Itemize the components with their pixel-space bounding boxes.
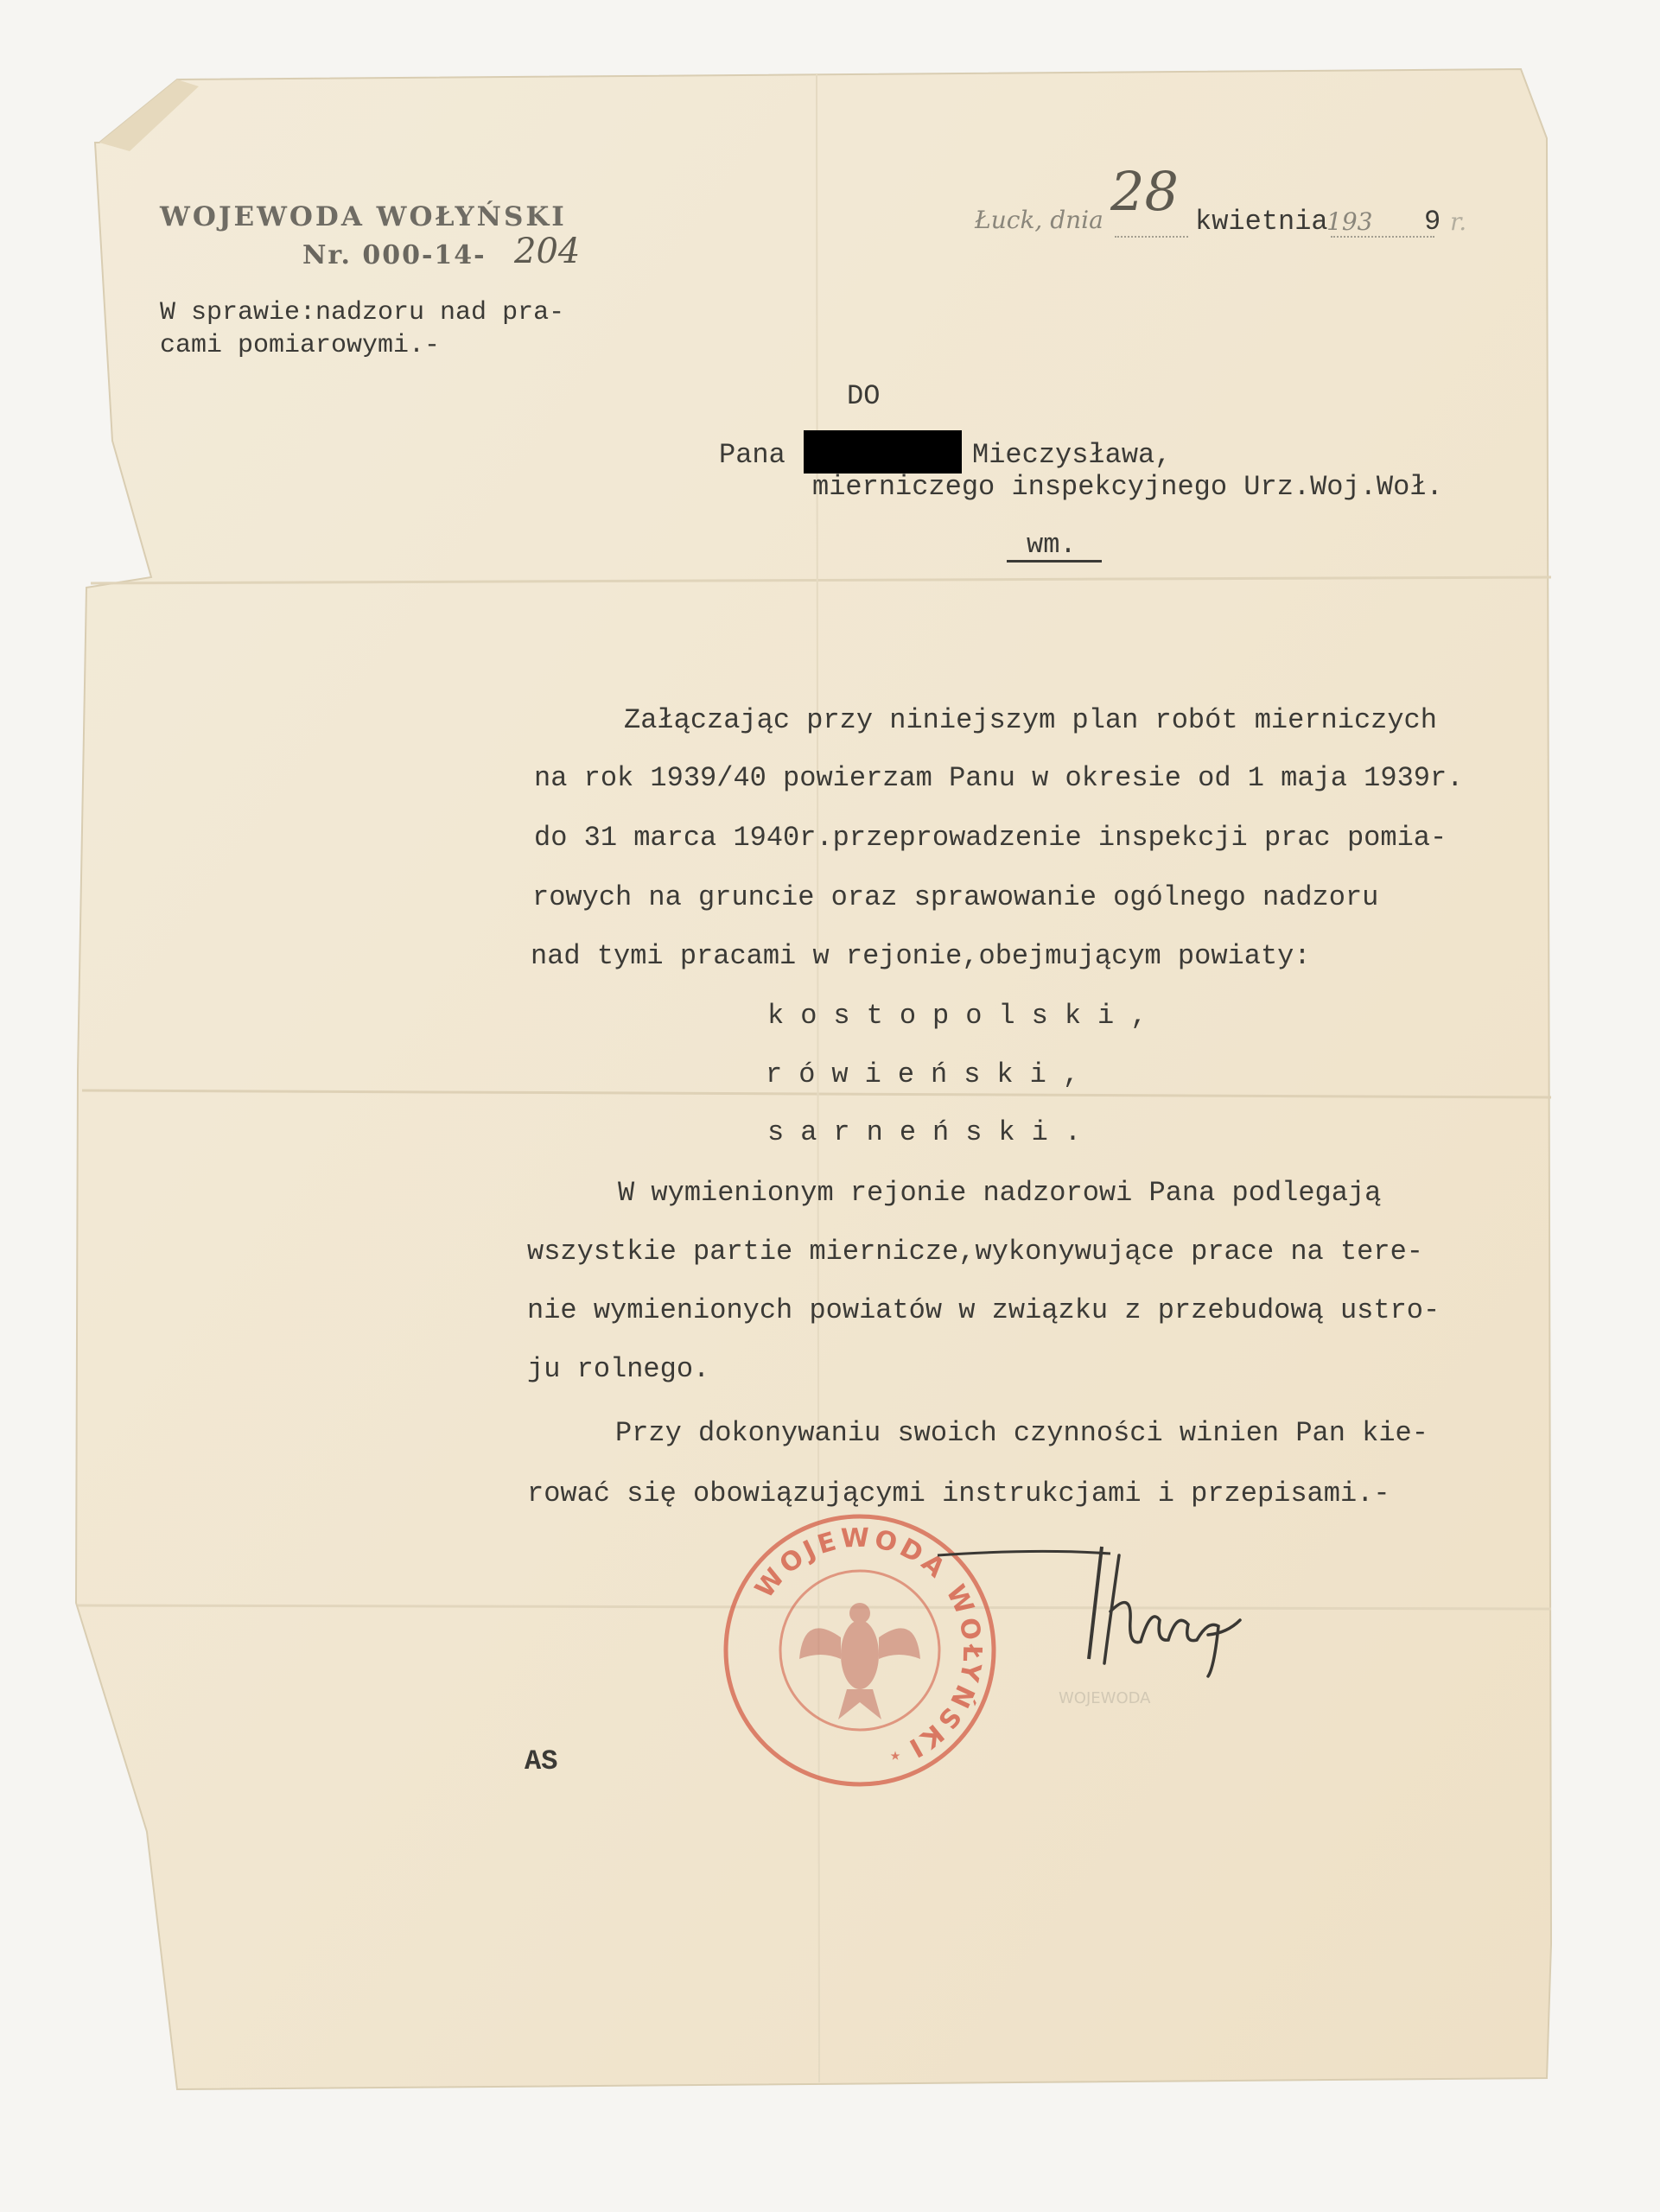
document-number-handwritten: 204	[514, 232, 581, 271]
recipient-place-underline	[1007, 560, 1102, 563]
body-p1-line4: rowych na gruncie oraz sprawowanie ogólnego nadzoru	[532, 881, 1379, 913]
recipient-name: Mieczysława,	[972, 439, 1172, 471]
district-1: kostopolski,	[767, 1000, 1164, 1032]
date-month: kwietnia	[1195, 206, 1328, 238]
document-number-label: Nr. 000-14-	[302, 240, 487, 270]
date-place: Łuck, dnia	[975, 206, 1103, 234]
district-2: rówieński,	[766, 1058, 1097, 1090]
handwritten-signature	[933, 1538, 1262, 1685]
date-year-typed: 9	[1424, 206, 1441, 238]
date-day: 28	[1110, 160, 1179, 223]
recipient-to: DO	[847, 380, 881, 412]
body-p2-line2: wszystkie partie miernicze,wykonywujące prace na tere-	[527, 1236, 1423, 1268]
body-p1-line3: do 31 marca 1940r.przeprowadzenie inspekcji prac pomia-	[534, 822, 1447, 854]
date-dotted-line	[1115, 236, 1188, 238]
recipient-title: mierniczego inspekcyjnego Urz.Woj.Woł.	[812, 471, 1443, 503]
redaction-bar	[804, 430, 962, 474]
date-dotted-line	[1331, 236, 1434, 238]
subject-line-1: W sprawie:nadzoru nad pra-	[160, 298, 565, 327]
district-3: sarneński.	[767, 1116, 1098, 1148]
subject-line-2: cami pomiarowymi.-	[160, 331, 441, 360]
eagle-emblem-icon	[799, 1603, 920, 1719]
body-p3-line1: Przy dokonywaniu swoich czynności winien Pan kie-	[615, 1417, 1428, 1449]
body-p2-line3: nie wymienionych powiatów w związku z przebudową ustro-	[527, 1294, 1441, 1326]
body-p2-line1: W wymienionym rejonie nadzorowi Pana podlegają	[618, 1177, 1382, 1209]
typist-initials: AS	[525, 1745, 558, 1777]
body-p3-line2: rować się obowiązującymi instrukcjami i przepisami.-	[527, 1478, 1390, 1510]
body-p1-line2: na rok 1939/40 powierzam Panu w okresie od 1 maja 1939r.	[534, 762, 1464, 794]
recipient-place: wm.	[1027, 529, 1077, 561]
date-suffix: r.	[1450, 207, 1467, 236]
stamp-text: WOJEWODA WOŁYŃSKI	[749, 1522, 988, 1765]
office-heading: WOJEWODA WOŁYŃSKI	[160, 201, 567, 232]
body-p1-line1: Załączając przy niniejszym plan robót mierniczych	[624, 704, 1437, 736]
body-p2-line4: ju rolnego.	[527, 1353, 710, 1385]
svg-text:★: ★	[890, 1746, 901, 1766]
body-p1-line5: nad tymi pracami w rejonie,obejmującym powiaty:	[531, 940, 1311, 972]
date-year-printed: 193	[1326, 207, 1373, 236]
signature-faint-title: WOJEWODA	[1059, 1689, 1151, 1707]
recipient-salutation: Pana	[719, 439, 785, 471]
